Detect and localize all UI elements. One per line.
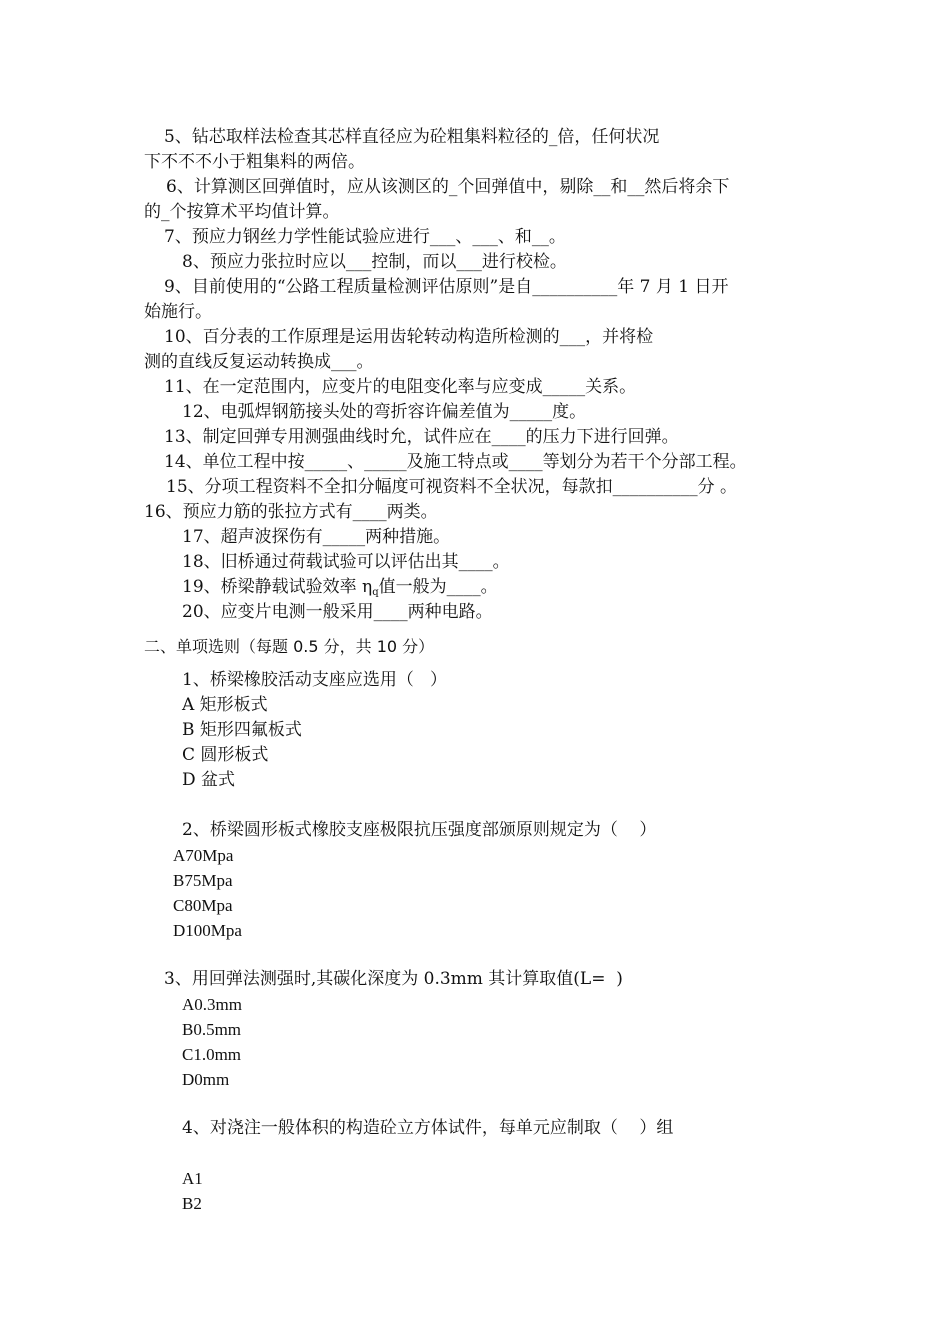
choice-question-2-stem: 2、桥梁圆形板式橡胶支座极限抗压强度部颁原则规定为（ ） [182, 820, 657, 840]
question-6-line-1: 6、计算测区回弹值时，应从该测区的_个回弹值中，剔除__和__然后将余下 [166, 177, 730, 197]
question-17: 17、超声波探伤有_____两种措施。 [182, 527, 451, 547]
question-20: 20、应变片电测一般采用____两种电路。 [182, 602, 493, 622]
choice-question-1-option-c: C 圆形板式 [182, 745, 269, 765]
choice-question-2-option-d: D100Mpa [173, 921, 242, 940]
choice-question-1-stem: 1、桥梁橡胶活动支座应选用（ ） [182, 670, 448, 690]
question-19-suffix: 值一般为____。 [378, 577, 498, 597]
question-16: 16、预应力筋的张拉方式有____两类。 [144, 502, 438, 522]
question-15: 15、分项工程资料不全扣分幅度可视资料不全状况，每款扣__________分 。 [166, 477, 738, 497]
choice-question-3-option-b: B0.5mm [182, 1020, 242, 1039]
question-10-line-2: 测的直线反复运动转换成___。 [144, 352, 374, 372]
question-19-subscript: q [372, 587, 379, 598]
choice-question-2-option-b: B75Mpa [173, 871, 233, 890]
choice-question-4-option-a: A1 [182, 1169, 203, 1188]
choice-question-1-option-b: B 矩形四氟板式 [182, 720, 302, 740]
question-8: 8、预应力张拉时应以___控制，而以___进行校检。 [182, 252, 567, 272]
question-5-line-2: 下不不不小于粗集料的两倍。 [144, 152, 365, 172]
choice-question-4-stem: 4、对浇注一般体积的构造砼立方体试件，每单元应制取（ ）组 [182, 1118, 674, 1138]
question-19-prefix: 19、桥梁静载试验效率 η [182, 577, 373, 597]
question-18: 18、旧桥通过荷载试验可以评估出其____。 [182, 552, 510, 572]
choice-question-3-option-d: D0mm [182, 1070, 230, 1089]
question-10-line-1: 10、百分表的工作原理是运用齿轮转动构造所检测的___，并将检 [164, 327, 654, 347]
section-2-heading: 二、单项选则（每题 0.5 分，共 10 分） [144, 637, 435, 656]
choice-question-3-option-a: A0.3mm [182, 995, 242, 1014]
question-9-line-1: 9、目前使用的“公路工程质量检测评估原则”是自__________年 7 月 1 日开 [164, 277, 729, 297]
question-9-line-2: 始施行。 [144, 302, 212, 322]
question-12: 12、电弧焊钢筋接头处的弯折容许偏差值为_____度。 [182, 402, 587, 422]
choice-question-2-option-c: C80Mpa [173, 896, 233, 915]
choice-question-3-option-c: C1.0mm [182, 1045, 242, 1064]
question-11: 11、在一定范围内，应变片的电阻变化率与应变成_____关系。 [164, 377, 637, 397]
question-14: 14、单位工程中按_____、_____及施工特点或____等划分为若干个分部工程。 [164, 452, 747, 472]
choice-question-3-stem: 3、用回弹法测强时,其碳化深度为 0.3mm 其计算取值(L= ) [164, 969, 623, 989]
choice-question-1-option-d: D 盆式 [182, 770, 236, 790]
question-7: 7、预应力钢丝力学性能试验应进行___、___、和__。 [164, 227, 566, 247]
question-6-line-2: 的_个按算术平均值计算。 [144, 202, 340, 222]
choice-question-1-option-a: A 矩形板式 [182, 695, 268, 715]
question-5-line-1: 5、钻芯取样法检查其芯样直径应为砼粗集料粒径的_倍，任何状况 [164, 127, 660, 147]
choice-question-2-option-a: A70Mpa [173, 846, 234, 865]
question-19 [182, 575, 498, 600]
choice-question-4-option-b: B2 [182, 1194, 202, 1213]
question-13: 13、制定回弹专用测强曲线时允，试件应在____的压力下进行回弹。 [164, 427, 679, 447]
